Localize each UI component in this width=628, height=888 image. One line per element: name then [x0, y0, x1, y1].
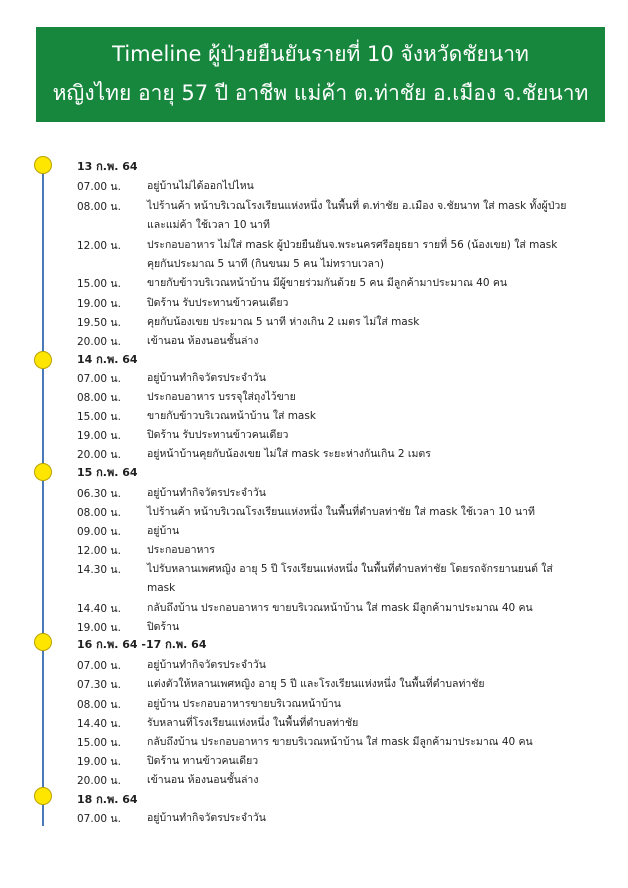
timeline-dot-icon: [34, 787, 52, 805]
day-date: 13 ก.พ. 64: [77, 160, 138, 173]
entry-text: อยู่บ้านไม่ได้ออกไปไหน: [147, 180, 254, 192]
entry-text: อยู่บ้าน: [147, 525, 180, 537]
entry-time: 15.00 น.: [77, 411, 121, 423]
entry-time: 20.00 น.: [77, 449, 121, 461]
entry-text: ปิดร้าน รับประทานข้าวคนเดียว: [147, 297, 289, 309]
entry-text: ไปร้านค้า หน้าบริเวณโรงเรียนแห่งหนึ่ง ในพื้นที่ตำบลท่าชัย ใส่ mask ใช้เวลา 10 นาที: [147, 506, 535, 518]
entry-time: 07.00 น.: [77, 813, 121, 825]
entry-time: 15.00 น.: [77, 737, 121, 749]
entry-text: กลับถึงบ้าน ประกอบอาหาร ขายบริเวณหน้าบ้าน ใส่ mask มีลูกค้ามาประมาณ 40 คน: [147, 736, 533, 748]
timeline-line: [42, 166, 44, 826]
entry-time: 06.30 น.: [77, 488, 121, 500]
entry-time: 12.00 น.: [77, 240, 121, 252]
entry-time: 14.40 น.: [77, 603, 121, 615]
entry-text: ประกอบอาหาร ไม่ใส่ mask ผู้ป่วยยืนยันจ.พระนครศรีอยุธยา รายที่ 56 (น้องเขย) ใส่ mask คุยกันประมาณ 5 นาที (กินขนม 5 คน ไม่ทราบเวลา): [147, 239, 558, 270]
entry-text: เข้านอน ห้องนอนชั้นล่าง: [147, 335, 259, 347]
title-line-1: Timeline ผู้ป่วยยืนยันรายที่ 10 จังหวัดชัยนาท: [112, 42, 529, 66]
title-line-2: หญิงไทย อายุ 57 ปี อาชีพ แม่ค้า ต.ท่าชัย อ.เมือง จ.ชัยนาท: [52, 81, 589, 105]
entry-time: 08.00 น.: [77, 201, 121, 213]
entry-text: คุยกับน้องเขย ประมาณ 5 นาที ห่างเกิน 2 เมตร ไม่ใส่ mask: [147, 316, 420, 328]
entry-time: 07.00 น.: [77, 373, 121, 385]
entry-text: ไปรับหลานเพศหญิง อายุ 5 ปี โรงเรียนแห่งหนึ่ง ในพื้นที่ตำบลท่าชัย โดยรถจักรยานยนต์ ใส่ mask: [147, 563, 553, 594]
entry-text: ปิดร้าน: [147, 621, 180, 633]
entry-time: 20.00 น.: [77, 775, 121, 787]
entry-time: 19.00 น.: [77, 622, 121, 634]
entry-time: 14.40 น.: [77, 718, 121, 730]
entry-text: อยู่บ้านทำกิจวัตรประจำวัน: [147, 659, 266, 671]
entry-time: 19.50 น.: [77, 317, 121, 329]
entry-time: 07.00 น.: [77, 181, 121, 193]
entry-text: ประกอบอาหาร บรรจุใส่ถุงไว้ขาย: [147, 391, 296, 403]
entry-time: 19.00 น.: [77, 430, 121, 442]
day-date: 16 ก.พ. 64 -17 ก.พ. 64: [77, 638, 207, 651]
entry-text: แต่งตัวให้หลานเพศหญิง อายุ 5 ปี และโรงเรียนแห่งหนึ่ง ในพื้นที่ตำบลท่าชัย: [147, 678, 485, 690]
entry-text: อยู่บ้านทำกิจวัตรประจำวัน: [147, 372, 266, 384]
entry-text: ไปร้านค้า หน้าบริเวณโรงเรียนแห่งหนึ่ง ในพื้นที่ ต.ท่าชัย อ.เมือง จ.ชัยนาท ใส่ mask ทั้งผู้ป่วยและแม่ค้า ใช้เวลา 10 นาที: [147, 200, 567, 231]
entry-text: ขายกับข้าวบริเวณหน้าบ้าน มีผู้ขายร่วมกันด้วย 5 คน มีลูกค้ามาประมาณ 40 คน: [147, 277, 508, 289]
title-banner: [36, 27, 605, 122]
entry-text: อยู่บ้านทำกิจวัตรประจำวัน: [147, 487, 266, 499]
entry-time: 19.00 น.: [77, 756, 121, 768]
entry-time: 14.30 น.: [77, 564, 121, 576]
entry-text: ประกอบอาหาร: [147, 544, 215, 556]
day-date: 15 ก.พ. 64: [77, 466, 138, 479]
entry-time: 08.00 น.: [77, 507, 121, 519]
entry-text: อยู่บ้าน ประกอบอาหารขายบริเวณหน้าบ้าน: [147, 698, 341, 710]
entry-text: รับหลานที่โรงเรียนแห่งหนึ่ง ในพื้นที่ตำบลท่าชัย: [147, 717, 359, 729]
entry-time: 08.00 น.: [77, 699, 121, 711]
entry-time: 09.00 น.: [77, 526, 121, 538]
entry-time: 07.00 น.: [77, 660, 121, 672]
entry-text: ปิดร้าน รับประทานข้าวคนเดียว: [147, 429, 289, 441]
entry-time: 12.00 น.: [77, 545, 121, 557]
entry-time: 08.00 น.: [77, 392, 121, 404]
timeline-dot-icon: [34, 633, 52, 651]
entry-text: ปิดร้าน ทานข้าวคนเดียว: [147, 755, 259, 767]
entry-text: กลับถึงบ้าน ประกอบอาหาร ขายบริเวณหน้าบ้าน ใส่ mask มีลูกค้ามาประมาณ 40 คน: [147, 602, 533, 614]
timeline-dot-icon: [34, 463, 52, 481]
entry-text: ขายกับข้าวบริเวณหน้าบ้าน ใส่ mask: [147, 410, 316, 422]
entry-time: 20.00 น.: [77, 336, 121, 348]
entry-time: 07.30 น.: [77, 679, 121, 691]
day-date: 18 ก.พ. 64: [77, 793, 138, 806]
timeline-dot-icon: [34, 156, 52, 174]
entry-text: เข้านอน ห้องนอนชั้นล่าง: [147, 774, 259, 786]
timeline-dot-icon: [34, 351, 52, 369]
entry-text: อยู่บ้านทำกิจวัตรประจำวัน: [147, 812, 266, 824]
entry-time: 19.00 น.: [77, 298, 121, 310]
entry-time: 15.00 น.: [77, 278, 121, 290]
entry-text: อยู่หน้าบ้านคุยกับน้องเขย ไม่ใส่ mask ระยะห่างกันเกิน 2 เมตร: [147, 448, 431, 460]
day-date: 14 ก.พ. 64: [77, 353, 138, 366]
